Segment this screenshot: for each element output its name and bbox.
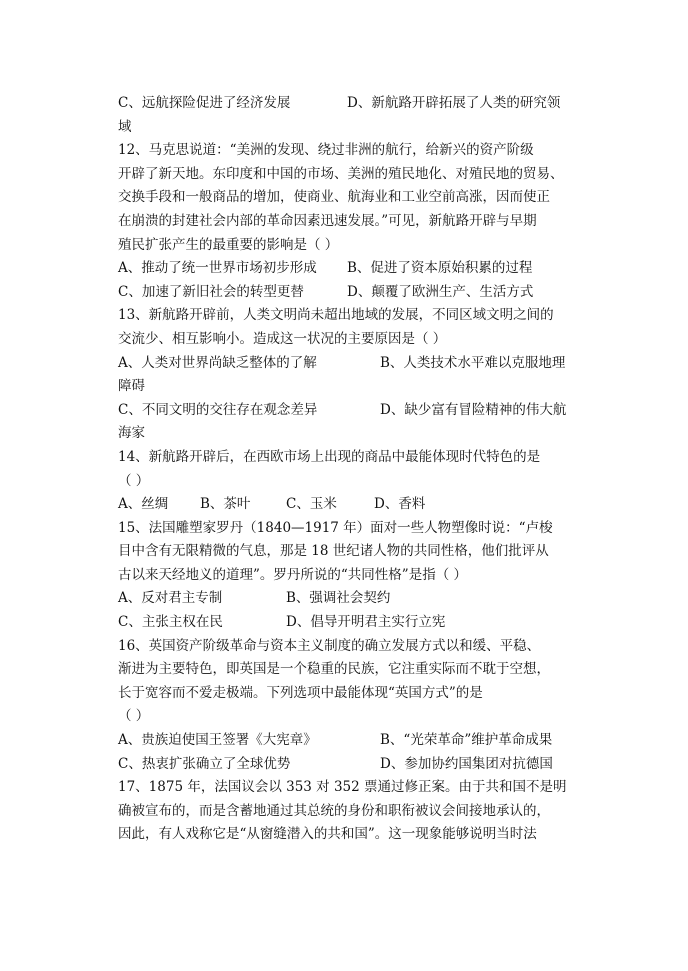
q15-options-cd (118, 611, 570, 635)
q12-stem (118, 139, 570, 257)
q12-line-5: 殖民扩张产生的最重要的影响是（ ） (118, 236, 339, 253)
q17-line-2: 确被宣布的，而是含蓄地通过其总统的身份和职衔被议会间接地承认的， (118, 802, 550, 819)
q16-option-a[interactable]: A、贵族迫使国王签署《大宪章》 (118, 732, 317, 749)
q15-stem (118, 517, 570, 588)
q16-options-ab (118, 729, 570, 753)
q13-option-d[interactable]: D、缺少富有冒险精神的伟大航 (380, 401, 567, 418)
q16-line-3: 长于宽容而不爱走极端。下列选项中最能体现“英国方式”的是 (118, 684, 483, 701)
q15-line-1: 15、法国雕塑家罗丹（1840—1917 年）面对一些人物塑像时说：“卢梭 (118, 519, 553, 536)
q12-line-1: 12、马克思说道：“美洲的发现、绕过非洲的航行，给新兴的资产阶级 (118, 142, 534, 159)
q15-option-b[interactable]: B、强调社会契约 (286, 590, 391, 607)
q13-option-b[interactable]: B、人类技术水平难以克服地理 (380, 354, 566, 371)
q15-line-2: 目中含有无限精微的气息，那是 18 世纪诸人物的共同性格，他们批评从 (118, 543, 549, 560)
q17-line-1: 17、1875 年，法国议会以 353 对 352 票通过修正案。由于共和国不是明 (118, 779, 567, 796)
q11-option-d-continued: 域 (118, 118, 132, 135)
q16-stem (118, 635, 570, 729)
q13-line-1: 13、新航路开辟前，人类文明尚未超出地域的发展，不同区域文明之间的 (118, 307, 554, 324)
exam-page (118, 92, 570, 847)
q17-line-3: 因此，有人戏称它是“从窗缝潜入的共和国”。这一现象能够说明当时法 (118, 826, 537, 843)
q13-option-a[interactable]: A、人类对世界尚缺乏整体的了解 (118, 354, 317, 371)
q17-stem (118, 776, 570, 847)
q11-option-c[interactable]: C、远航探险促进了经济发展 (118, 95, 291, 111)
q16-line-4: （ ） (118, 708, 150, 725)
q16-options-cd (118, 753, 570, 777)
q15-line-3: 古以来天经地义的道理”。罗丹所说的“共同性格”是指（ ） (118, 566, 467, 583)
q16-option-b[interactable]: B、“光荣革命”维护革命成果 (380, 732, 553, 749)
q11-options-cd (118, 92, 570, 116)
q14-line-2: （ ） (118, 472, 150, 489)
q14-option-d[interactable]: D、香料 (374, 496, 426, 513)
q16-option-c[interactable]: C、热衷扩张确立了全球优势 (118, 755, 291, 772)
q14-options (118, 493, 570, 517)
q16-option-d[interactable]: D、参加协约国集团对抗德国 (380, 755, 553, 772)
q15-option-c[interactable]: C、主张主权在民 (118, 614, 223, 631)
q12-option-b[interactable]: B、促进了资本原始积累的过程 (347, 260, 533, 277)
q14-option-b[interactable]: B、茶叶 (200, 496, 251, 513)
q12-option-a[interactable]: A、推动了统一世界市场初步形成 (118, 260, 317, 277)
q16-line-2: 渐进为主要特色，即英国是一个稳重的民族，它注重实际而不耽于空想， (118, 661, 550, 678)
q14-stem (118, 446, 570, 493)
q12-options-ab (118, 257, 570, 281)
q13-options-cd (118, 399, 570, 423)
q12-option-c[interactable]: C、加速了新旧社会的转型更替 (118, 283, 304, 300)
q12-line-2: 开辟了新天地。东印度和中国的市场、美洲的殖民地化、对殖民地的贸易、 (118, 165, 564, 182)
q14-option-c[interactable]: C、玉米 (286, 496, 337, 513)
q13-option-d-continued: 海家 (118, 425, 145, 442)
q13-line-2: 交流少、相互影响小。造成这一状况的主要原因是（ ） (118, 330, 447, 347)
q15-options-ab (118, 587, 570, 611)
q13-option-c[interactable]: C、不同文明的交往存在观念差异 (118, 401, 318, 418)
q13-option-b-continued: 障碍 (118, 378, 145, 395)
q15-option-d[interactable]: D、倡导开明君主实行立宪 (286, 614, 446, 631)
q14-line-1: 14、新航路开辟后，在西欧市场上出现的商品中最能体现时代特色的是 (118, 448, 541, 465)
q12-option-d[interactable]: D、颠覆了欧洲生产、生活方式 (347, 283, 534, 300)
q13-options-ab (118, 352, 570, 376)
q16-line-1: 16、英国资产阶级革命与资本主义制度的确立发展方式以和缓、平稳、 (118, 637, 541, 654)
q12-line-3: 交换手段和一般商品的增加，使商业、航海业和工业空前高涨，因而使正 (118, 189, 550, 206)
q15-option-a[interactable]: A、反对君主专制 (118, 590, 223, 607)
q11-option-d[interactable]: D、新航路开辟拓展了人类的研究领 (347, 95, 561, 111)
q12-line-4: 在崩溃的封建社会内部的革命因素迅速发展。”可见，新航路开辟与早期 (118, 212, 537, 229)
q14-option-a[interactable]: A、丝绸 (118, 496, 169, 513)
q12-options-cd (118, 281, 570, 305)
q13-stem (118, 304, 570, 351)
